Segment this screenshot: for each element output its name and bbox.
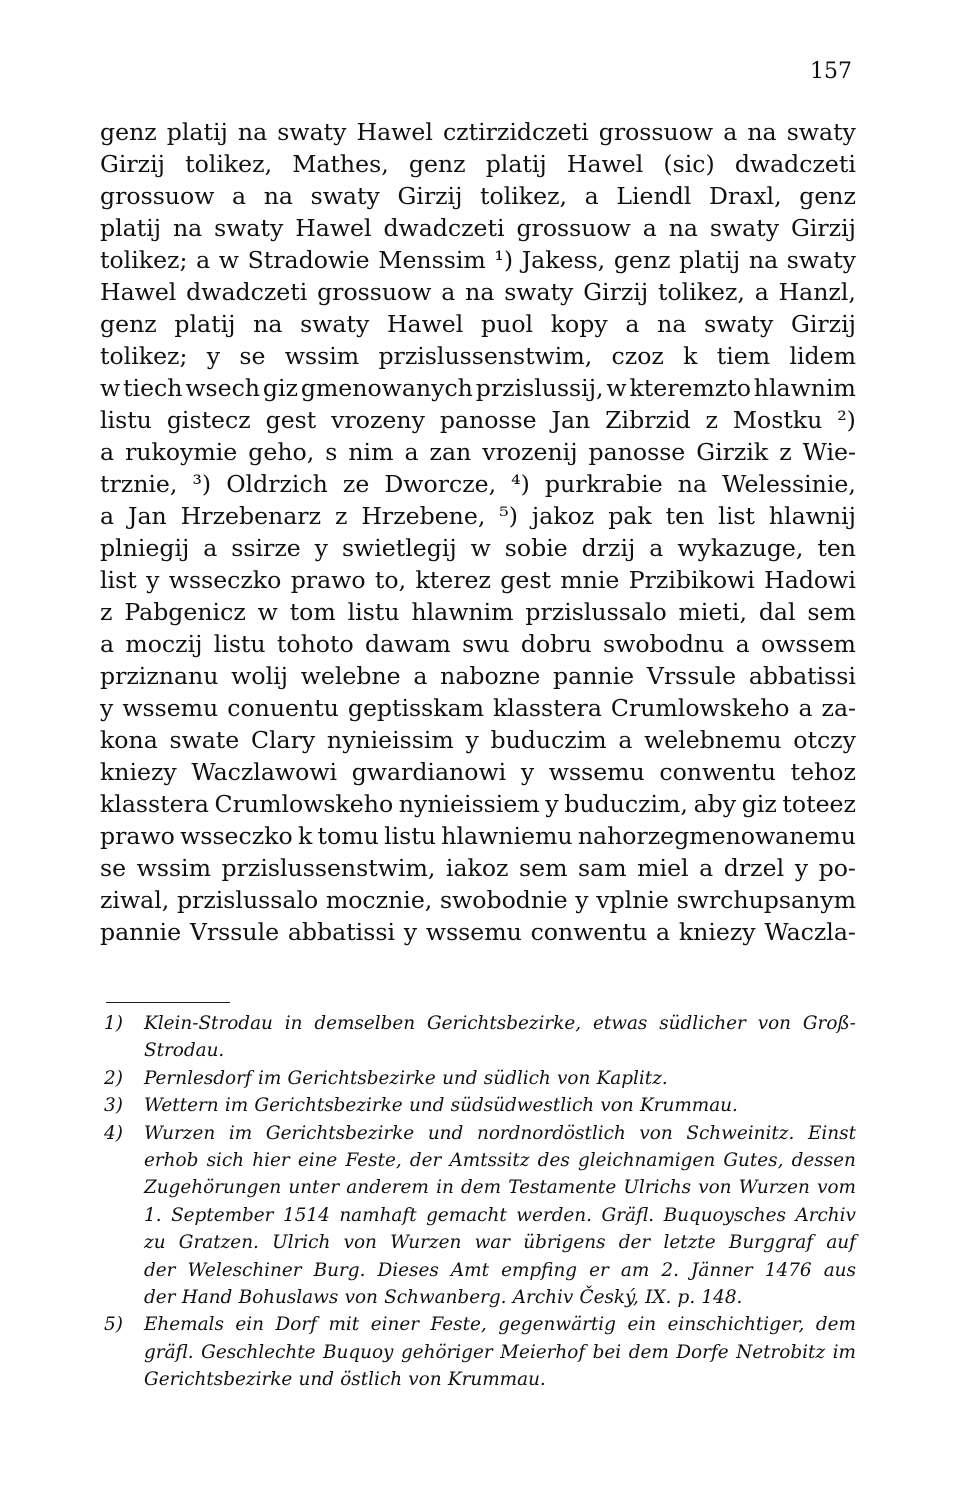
text-line: platij na swaty Hawel dwadczeti grossuow a na swaty Girzij [100,214,856,242]
footnote-line: der Weleschiner Burg. Dieses Amt empfing er am 2. Jänner 1476 aus [144,1259,856,1281]
text-line: klasstera Crumlowskeho nynieissiem y buduczim, aby giz toteez [100,790,856,818]
footnote-1 [104,1010,856,1037]
text-line: genz platij na swaty Hawel cztirzidczeti grossuow a na swaty [100,118,856,146]
footnote-line-wrap [104,1037,856,1064]
footnote-line: Pernlesdorf im Gerichtsbezirke und südlich von Kaplitz. [144,1067,668,1089]
footnote-marker: 2) [104,1067,123,1089]
footnote-marker: 1) [104,1013,123,1034]
text-line: y wssemu conuentu geptisskam klasstera Crumlowskeho a za- [100,694,856,722]
footnote-line: zu Gratzen. Ulrich von Wurzen war übrigens der letzte Burggraf auf [144,1232,856,1254]
footnote-line: gräfl. Geschlechte Buquoy gehöriger Meierhof bei dem Dorfe Netrobitz im [144,1341,856,1363]
footnote-5 [104,1311,856,1338]
text-line: Girzij tolikez, Mathes, genz platij Hawel (sic) dwadczeti [100,150,856,178]
text-line: a rukoymie geho, s nim a zan vrozenij panosse Girzik z Wie- [100,438,856,466]
footnote-marker: 5) [104,1314,123,1336]
footnotes [104,1010,856,1393]
text-line: prawo wsseczko k tomu listu hlawniemu nahorzegmenowanemu [100,822,856,850]
footnote-line: Zugehörungen unter anderem in dem Testamente Ulrichs von Wurzen vom [144,1177,856,1199]
page-number: 157 [810,59,852,84]
footnote-line-wrap [104,1284,856,1311]
footnote-line: Gerichtsbezirke und östlich von Krummau. [144,1369,546,1391]
footnote-line-wrap [104,1202,856,1229]
text-line: z Pabgenicz w tom listu hlawnim przislussalo mieti, dal sem [100,598,856,626]
text-line: ziwal, przislussalo mocznie, swobodnie y vplnie swrchupsanym [100,886,856,914]
main-text [100,116,856,948]
text-line: grossuow a na swaty Girzij tolikez, a Liendl Draxl, genz [100,182,856,210]
footnote-line: Klein-Strodau in demselben Gerichtsbezirke, etwas südlicher von Groß- [144,1013,856,1034]
footnote-line: Strodau. [144,1040,225,1062]
text-line: listu gistecz gest vrozeny panosse Jan Zibrzid z Mostku ²) [100,406,856,434]
text-line: w tiech wsech giz gmenowanych przislussij, w kteremzto hlawnim [100,374,856,402]
text-line: tolikez; y se wssim przislussenstwim, czoz k tiem lidem [100,342,856,370]
footnote-2 [104,1065,856,1092]
footnote-line-wrap [104,1339,856,1366]
footnote-separator [106,1002,230,1003]
text-line: plniegij a ssirze y swietlegij w sobie drzij a wykazuge, ten [100,534,856,562]
footnote-line: 1. September 1514 namhaft gemacht werden. Gräfl. Buquoysches Archiv [144,1204,856,1226]
text-line: trznie, ³) Oldrzich ze Dworcze, ⁴) purkrabie na Welessinie, [100,470,856,498]
footnote-marker: 3) [104,1095,123,1117]
footnote-line: der Hand Bohuslaws von Schwanberg. Archiv Český, IX. p. 148. [144,1286,743,1308]
footnote-line: Ehemals ein Dorf mit einer Feste, gegenwärtig ein einschichtiger, dem [144,1314,856,1336]
footnote-line: erhob sich hier eine Feste, der Amtssitz des gleichnamigen Gutes, dessen [144,1149,856,1171]
footnote-line-wrap [104,1174,856,1201]
text-line: se wssim przislussenstwim, iakoz sem sam miel a drzel y po- [100,854,856,882]
footnote-4 [104,1120,856,1147]
text-line: pannie Vrssule abbatissi y wssemu conwentu a kniezy Waczla- [100,918,856,946]
footnote-3 [104,1092,856,1119]
footnote-line-wrap [104,1257,856,1284]
footnote-line-wrap [104,1229,856,1256]
text-line: a moczij listu tohoto dawam swu dobru swobodnu a owssem [100,630,856,658]
text-line: tolikez; a w Stradowie Menssim ¹) Jakess, genz platij na swaty [100,246,856,274]
footnote-line: Wettern im Gerichtsbezirke und südsüdwestlich von Krummau. [144,1095,738,1117]
footnote-line-wrap [104,1366,856,1393]
text-line: Hawel dwadczeti grossuow a na swaty Girzij tolikez, a Hanzl, [100,278,856,306]
text-line: kona swate Clary nynieissim y buduczim a welebnemu otczy [100,726,856,754]
footnote-line: Wurzen im Gerichtsbezirke und nordnordöstlich von Schweinitz. Einst [144,1122,856,1144]
footnote-marker: 4) [104,1122,123,1144]
text-line: kniezy Waczlawowi gwardianowi y wssemu conwentu tehoz [100,758,856,786]
text-line: prziznanu wolij welebne a nabozne pannie Vrssule abbatissi [100,662,856,690]
text-line: genz platij na swaty Hawel puol kopy a na swaty Girzij [100,310,856,338]
text-line: list y wsseczko prawo to, kterez gest mnie Przibikowi Hadowi [100,566,856,594]
text-line: a Jan Hrzebenarz z Hrzebene, ⁵) jakoz pak ten list hlawnij [100,502,856,530]
footnote-line-wrap [104,1147,856,1174]
